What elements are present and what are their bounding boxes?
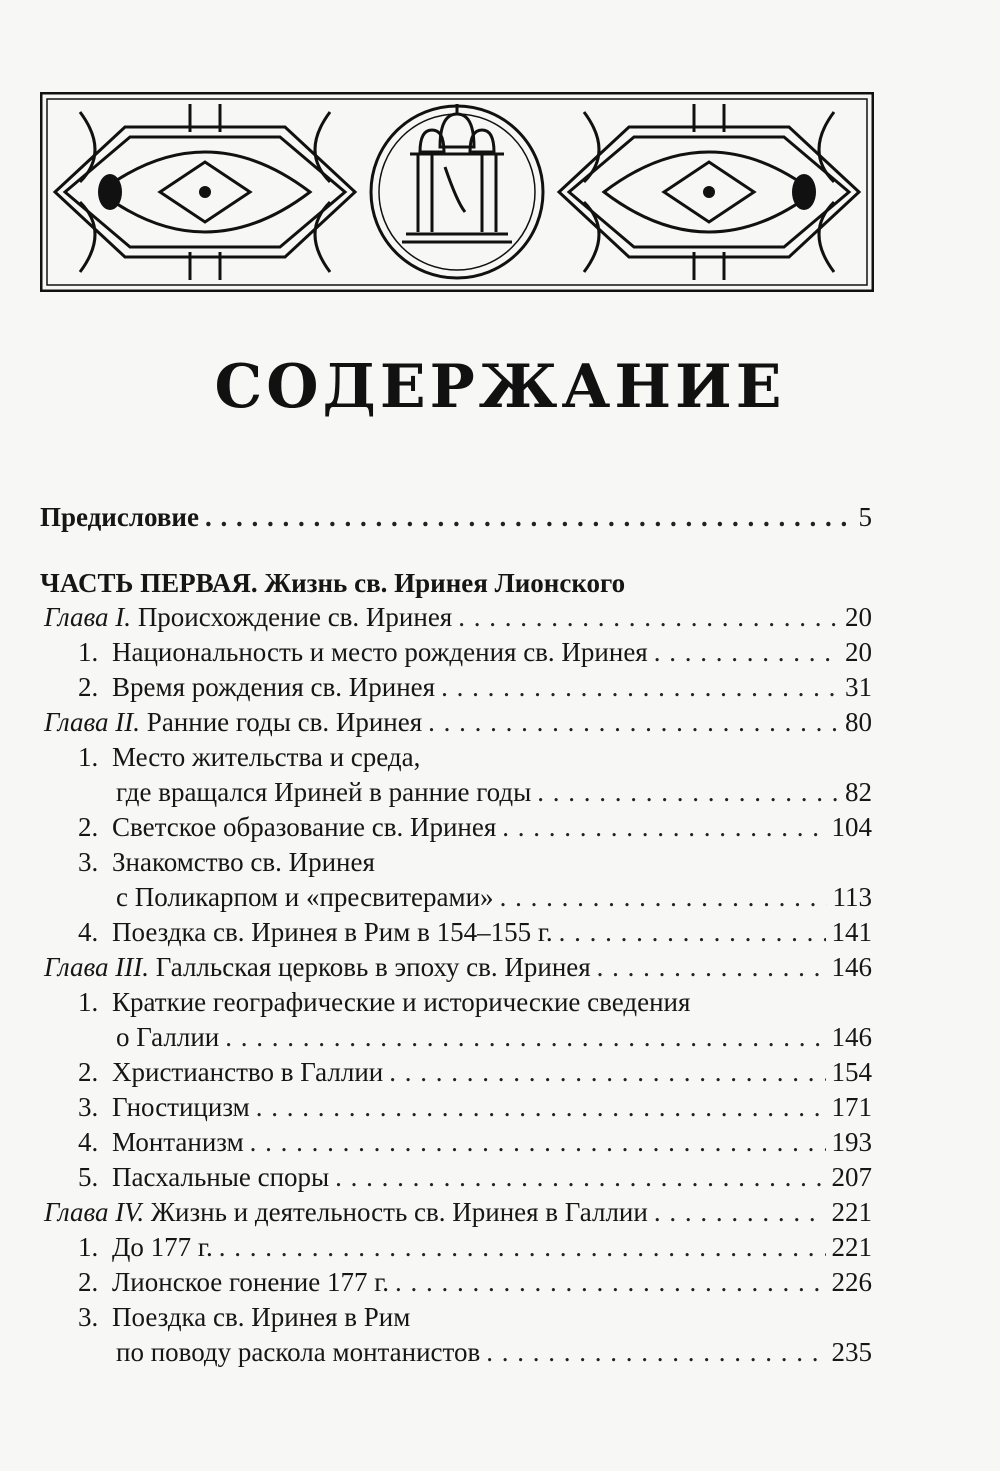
chapter-label: Глава III. xyxy=(44,952,150,982)
entry-title: Ранние годы св. Иринея xyxy=(146,707,423,737)
decorative-ornament xyxy=(40,92,874,292)
toc-entry-section-line1 xyxy=(78,740,420,774)
toc-entry-chapter xyxy=(44,950,872,984)
entry-title: Национальность и место рождения св. Иринея xyxy=(112,637,648,667)
entry-title: Знакомство св. Иринея xyxy=(112,847,375,877)
section-number: 2. xyxy=(78,672,99,702)
toc-entry-section-line1 xyxy=(78,985,690,1019)
section-number: 5. xyxy=(78,1162,99,1192)
section-number: 1. xyxy=(78,987,99,1017)
page-number: 193 xyxy=(831,1127,872,1157)
page-number: 20 xyxy=(845,637,872,667)
page-number: 207 xyxy=(831,1162,872,1192)
entry-title: по поводу раскола монтанистов xyxy=(116,1337,481,1367)
dot-leader xyxy=(559,915,826,949)
page-number: 20 xyxy=(845,602,872,632)
dot-leader xyxy=(654,1195,826,1229)
entry-title: Жизнь и деятельность св. Иринея в Галлии xyxy=(150,1197,648,1227)
dot-leader xyxy=(441,670,839,704)
chapter-label: Глава I. xyxy=(44,602,132,632)
page-title: СОДЕРЖАНИЕ xyxy=(214,352,786,422)
page-number: 104 xyxy=(831,812,872,842)
section-number: 2. xyxy=(78,812,99,842)
entry-title: Место жительства и среда, xyxy=(112,742,421,772)
toc-entry-section xyxy=(78,635,872,669)
section-number: 3. xyxy=(78,847,99,877)
entry-title: где вращался Ириней в ранние годы xyxy=(116,777,532,807)
dot-leader xyxy=(654,635,839,669)
entry-title: Светское образование св. Иринея xyxy=(112,812,497,842)
dot-leader xyxy=(335,1160,825,1194)
toc-entry-preface xyxy=(40,500,872,534)
toc-entry-section xyxy=(78,1265,872,1299)
dot-leader xyxy=(225,1020,825,1054)
entry-title: Гностицизм xyxy=(112,1092,250,1122)
entry-title: Происхождение св. Иринея xyxy=(137,602,453,632)
section-number: 3. xyxy=(78,1092,99,1122)
section-number: 4. xyxy=(78,1127,99,1157)
page-number: 146 xyxy=(831,1022,872,1052)
toc-entry-chapter xyxy=(44,1195,872,1229)
toc-entry-section xyxy=(78,810,872,844)
dot-leader xyxy=(250,1125,826,1159)
entry-title: Предисловие xyxy=(40,502,199,532)
entry-title: До 177 г. xyxy=(112,1232,213,1262)
dot-leader xyxy=(389,1055,825,1089)
page-number: 82 xyxy=(845,777,872,807)
page-number: 171 xyxy=(831,1092,872,1122)
toc-entry-section xyxy=(78,1125,872,1159)
dot-leader xyxy=(219,1230,826,1264)
entry-title: Лионское гонение 177 г. xyxy=(112,1267,390,1297)
toc-entry-section xyxy=(78,1230,872,1264)
dot-leader xyxy=(537,775,839,809)
toc-entry-section xyxy=(78,670,872,704)
page-number: 141 xyxy=(831,917,872,947)
dot-leader xyxy=(597,950,826,984)
entry-title: Поездка св. Иринея в Рим xyxy=(112,1302,411,1332)
entry-title: Пасхальные споры xyxy=(112,1162,330,1192)
entry-title: Поездка св. Иринея в Рим в 154–155 г. xyxy=(112,917,553,947)
page-number: 226 xyxy=(831,1267,872,1297)
entry-title: с Поликарпом и «пресвитерами» xyxy=(116,882,494,912)
dot-leader xyxy=(395,1265,825,1299)
dot-leader xyxy=(428,705,839,739)
section-number: 3. xyxy=(78,1302,99,1332)
chapter-label: Глава IV. xyxy=(44,1197,145,1227)
part-title: Жизнь св. Иринея Лионского xyxy=(264,568,626,598)
section-number: 1. xyxy=(78,742,99,772)
entry-title: о Галлии xyxy=(116,1022,220,1052)
entry-title: Галльская церковь в эпоху св. Иринея xyxy=(155,952,591,982)
toc-entry-section xyxy=(78,1090,872,1124)
page-number: 235 xyxy=(831,1337,872,1367)
entry-title: Монтанизм xyxy=(112,1127,244,1157)
section-number: 4. xyxy=(78,917,99,947)
dot-leader xyxy=(500,880,827,914)
section-number: 2. xyxy=(78,1267,99,1297)
page-number: 5 xyxy=(858,502,872,532)
toc-entry-chapter xyxy=(44,705,872,739)
toc-entry-section-line2 xyxy=(116,1020,872,1054)
entry-title: Краткие географические и исторические сведения xyxy=(112,987,691,1017)
toc-entry-section-line2 xyxy=(116,880,872,914)
entry-title: Время рождения св. Иринея xyxy=(112,672,436,702)
toc-entry-section-line2 xyxy=(116,1335,872,1369)
toc-entry-section xyxy=(78,1055,872,1089)
dot-leader xyxy=(486,1335,825,1369)
part-label: ЧАСТЬ ПЕРВАЯ. xyxy=(40,568,258,598)
page-number: 154 xyxy=(831,1057,872,1087)
toc-entry-section xyxy=(78,915,872,949)
page-number: 31 xyxy=(845,672,872,702)
chapter-label: Глава II. xyxy=(44,707,141,737)
dot-leader xyxy=(256,1090,826,1124)
toc-entry-section-line2 xyxy=(116,775,872,809)
page-number: 113 xyxy=(832,882,872,912)
entry-title: Христианство в Галлии xyxy=(112,1057,384,1087)
dot-leader xyxy=(205,500,853,534)
toc-entry-section-line1 xyxy=(78,1300,410,1334)
section-number: 1. xyxy=(78,637,99,667)
section-number: 2. xyxy=(78,1057,99,1087)
toc-entry-section xyxy=(78,1160,872,1194)
page-number: 221 xyxy=(831,1232,872,1262)
toc-entry-section-line1 xyxy=(78,845,375,879)
page-number: 146 xyxy=(831,952,872,982)
page-number: 80 xyxy=(845,707,872,737)
section-number: 1. xyxy=(78,1232,99,1262)
dot-leader xyxy=(502,810,825,844)
dot-leader xyxy=(458,600,839,634)
toc-entry-chapter xyxy=(44,600,872,634)
page-number: 221 xyxy=(831,1197,872,1227)
part-heading xyxy=(40,566,625,600)
